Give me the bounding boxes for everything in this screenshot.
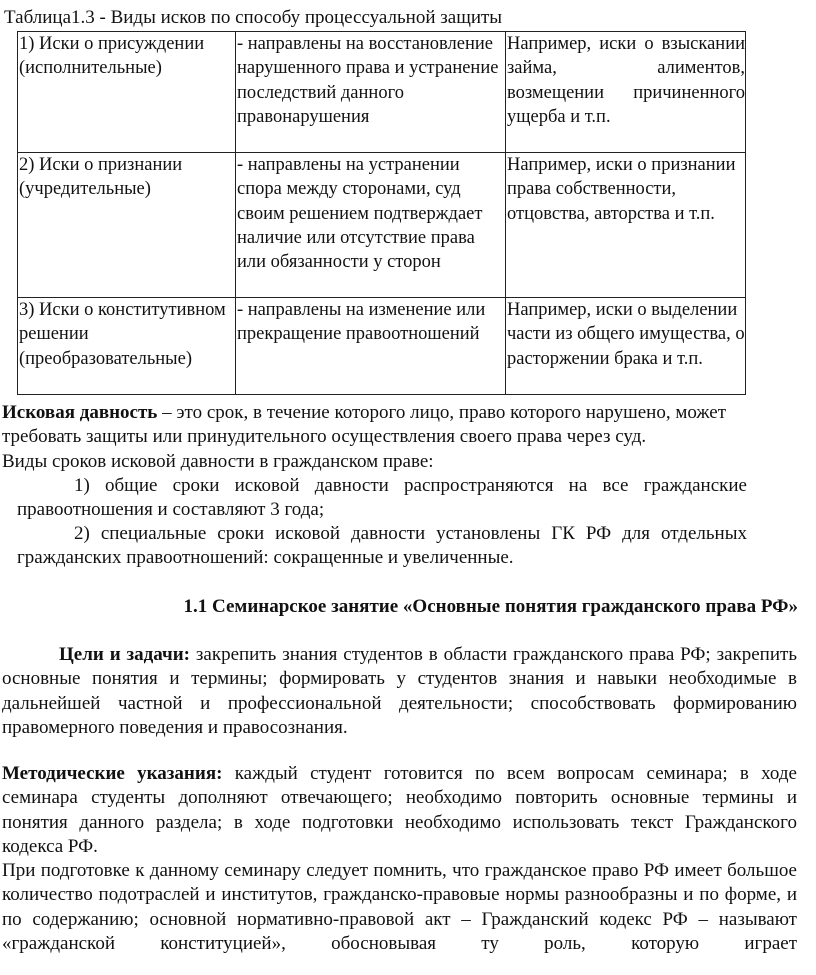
claim-type-cell: 1) Иски о присуждении (исполнительные) (18, 32, 236, 153)
section-heading: 1.1 Семинарское занятие «Основные понятия гражданского права РФ» (183, 596, 798, 617)
table-row (18, 153, 746, 298)
terms-intro: Виды сроков исковой давности в гражданском праве: (2, 451, 434, 472)
table-row (18, 32, 746, 153)
claim-purpose-cell: - направлены на устранении спора между сторонами, суд своим решением подтверждает наличие или отсутствие права или обязанности у сторон (236, 153, 506, 298)
definition-text: – это срок, в течение которого лицо, право которого нарушено, может требовать защиты или принудительного осуществления своего права через суд. (2, 402, 727, 448)
goals-label: Цели и задачи: (59, 644, 191, 665)
goals-text: закрепить знания студентов в области гражданского права РФ; закрепить основные понятия и термины; формировать у студентов знания и навыки необходимые в дальнейшей частной и профессиональной деятельности; способствовать формированию правомерного поведения и правосознания. (2, 644, 797, 738)
definition-term: Исковая давность (2, 402, 158, 423)
claim-example-cell: Например, иски о взыскании займа, алиментов, возмещении причиненного ущерба и т.п. (506, 32, 746, 153)
list-item-continuation: правоотношения и составляют 3 года; (17, 499, 325, 521)
claim-example-cell: Например, иски о выделении части из общего имущества, о расторжении брака и т.п. (506, 298, 746, 395)
claims-table (17, 31, 746, 395)
claim-type-cell: 3) Иски о конститутивном решении (преобразовательные) (18, 298, 236, 395)
list-item-continuation: гражданских правоотношений: сокращенные и увеличенные. (17, 547, 514, 569)
method-label: Методические указания: (2, 763, 223, 784)
claim-purpose-cell: - направлены на изменение или прекращение правоотношений (236, 298, 506, 395)
method-paragraph (2, 762, 797, 859)
method-text: каждый студент готовится по всем вопросам семинара; в ходе семинара студенты дополняют отвечающего; необходимо повторить основные термины и понятия данного раздела; в ходе подготовки необходимо использовать текст Гражданского кодекса РФ. (2, 763, 797, 857)
list-item (17, 474, 747, 523)
reminder-paragraph: При подготовке к данному семинару следует помнить, что гражданское право РФ имеет большое количество подотраслей и институтов, гражданско-правовые нормы разнообразны и по форме, и по содержанию; основной нормативно-правовой акт – Гражданский кодекс РФ – называют «гражданской конституцией», обосновывая ту роль, которую играет (2, 860, 797, 954)
table-caption: Таблица1.3 - Виды исков по способу процессуальной защиты (4, 7, 503, 28)
definition-paragraph (2, 401, 798, 450)
list-item-first-line: 1) общие сроки исковой давности распространяются на все гражданские (74, 475, 747, 496)
list-item-first-line: 2) специальные сроки исковой давности установлены ГК РФ для отдельных (74, 523, 747, 544)
table-row (18, 298, 746, 395)
list-item (17, 522, 747, 571)
goals-paragraph (2, 643, 797, 740)
claim-type-cell: 2) Иски о признании (учредительные) (18, 153, 236, 298)
claim-example-cell: Например, иски о признании права собственности, отцовства, авторства и т.п. (506, 153, 746, 298)
claim-purpose-cell: - направлены на восстановление нарушенного права и устранение последствий данного правонарушения (236, 32, 506, 153)
